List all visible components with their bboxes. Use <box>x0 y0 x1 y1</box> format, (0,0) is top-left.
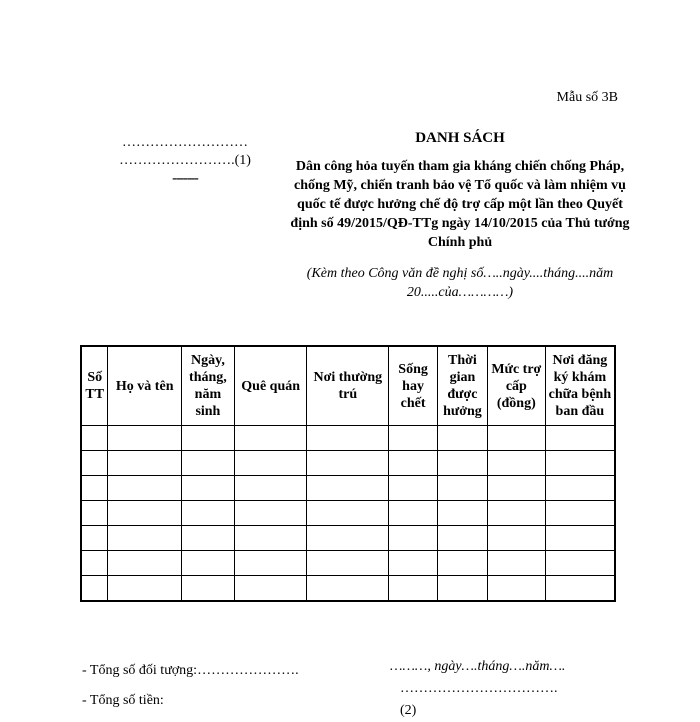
col-header: Nơi đăng ký khám chữa bệnh ban đầu <box>545 346 615 426</box>
table-row <box>81 551 615 576</box>
table-row <box>81 426 615 451</box>
table-cell <box>81 551 108 576</box>
table-row <box>81 451 615 476</box>
total-subjects: - Tổng số đối tượng:…………………. <box>82 663 299 678</box>
document-title: DANH SÁCH <box>415 130 505 146</box>
table-cell <box>437 426 487 451</box>
table-cell <box>234 501 307 526</box>
footer-signature <box>390 656 565 722</box>
table-cell <box>545 476 615 501</box>
document-subtitle: Dân công hỏa tuyến tham gia kháng chiến chống Pháp, chống Mỹ, chiến tranh bảo vệ Tổ quốc và làm nhiệm vụ quốc tế được hưởng chế độ trợ cấp một lần theo Quyết định số 49/2015/QĐ-TTg ngày 14/10/2015 của Thủ tướng Chính phủ <box>290 159 630 250</box>
table-cell <box>545 451 615 476</box>
table-cell <box>487 526 545 551</box>
table-cell <box>108 451 182 476</box>
table-cell <box>487 576 545 602</box>
table-cell <box>437 501 487 526</box>
table-row <box>81 526 615 551</box>
footer-totals <box>82 656 299 716</box>
table-cell <box>108 576 182 602</box>
col-header: Số TT <box>81 346 108 426</box>
table-cell <box>307 576 389 602</box>
table-cell <box>545 526 615 551</box>
table-cell <box>181 476 234 501</box>
table-cell <box>181 576 234 602</box>
table-cell <box>108 501 182 526</box>
signature-marker: (2) <box>400 703 417 718</box>
table-cell <box>307 501 389 526</box>
table-cell <box>181 501 234 526</box>
table-cell <box>81 476 108 501</box>
table-cell <box>181 551 234 576</box>
table-cell <box>234 451 307 476</box>
table-cell <box>181 451 234 476</box>
table-cell <box>108 551 182 576</box>
col-header: Thời gian được hưởng <box>437 346 487 426</box>
col-header: Ngày, tháng, năm sinh <box>181 346 234 426</box>
table-cell <box>234 576 307 602</box>
col-header: Mức trợ cấp (đồng) <box>487 346 545 426</box>
table-cell <box>307 451 389 476</box>
col-header: Nơi thường trú <box>307 346 389 426</box>
table-cell <box>108 476 182 501</box>
table-cell <box>389 426 438 451</box>
title-block <box>290 130 630 302</box>
table-cell <box>307 526 389 551</box>
beneficiary-table <box>80 345 616 602</box>
table-cell <box>307 476 389 501</box>
date-line: ………, ngày….tháng….năm…. <box>390 659 566 674</box>
table-cell <box>487 426 545 451</box>
table-cell <box>437 476 487 501</box>
table-cell <box>307 426 389 451</box>
table-cell <box>487 476 545 501</box>
table-cell <box>389 576 438 602</box>
table-cell <box>389 526 438 551</box>
col-header: Quê quán <box>234 346 307 426</box>
table-cell <box>181 526 234 551</box>
table-cell <box>389 451 438 476</box>
table-body <box>81 426 615 602</box>
table-cell <box>234 551 307 576</box>
table-cell <box>437 526 487 551</box>
signature-line: ……………………………. <box>400 681 558 696</box>
table-cell <box>81 526 108 551</box>
table-cell <box>487 501 545 526</box>
table-cell <box>545 501 615 526</box>
table-cell <box>234 426 307 451</box>
table-row <box>81 576 615 602</box>
table-cell <box>81 576 108 602</box>
table-header-row <box>81 346 615 426</box>
attachment-note: (Kèm theo Công văn đề nghị số…..ngày....tháng....năm 20.....của…………) <box>306 266 614 300</box>
issuer-separator: ------- <box>172 171 198 186</box>
table-cell <box>389 476 438 501</box>
table-cell <box>108 526 182 551</box>
table-cell <box>234 476 307 501</box>
col-header: Họ và tên <box>108 346 182 426</box>
issuer-line-2: …………………….(1) <box>119 153 251 168</box>
table-cell <box>545 576 615 602</box>
table-cell <box>437 451 487 476</box>
table-cell <box>81 426 108 451</box>
issuing-agency <box>100 134 270 188</box>
form-code: Mẫu số 3B <box>556 90 618 105</box>
col-header: Sống hay chết <box>389 346 438 426</box>
table-cell <box>108 426 182 451</box>
table-cell <box>389 501 438 526</box>
table-cell <box>487 551 545 576</box>
table-cell <box>81 501 108 526</box>
issuer-line-1: ……………………… <box>122 135 248 150</box>
table-cell <box>487 451 545 476</box>
table-cell <box>437 576 487 602</box>
total-money: - Tổng số tiền: <box>82 693 164 708</box>
table-cell <box>545 551 615 576</box>
table-cell <box>437 551 487 576</box>
table-cell <box>181 426 234 451</box>
table-cell <box>545 426 615 451</box>
table-cell <box>389 551 438 576</box>
table-row <box>81 476 615 501</box>
table-cell <box>81 451 108 476</box>
table-cell <box>234 526 307 551</box>
table-row <box>81 501 615 526</box>
table-cell <box>307 551 389 576</box>
